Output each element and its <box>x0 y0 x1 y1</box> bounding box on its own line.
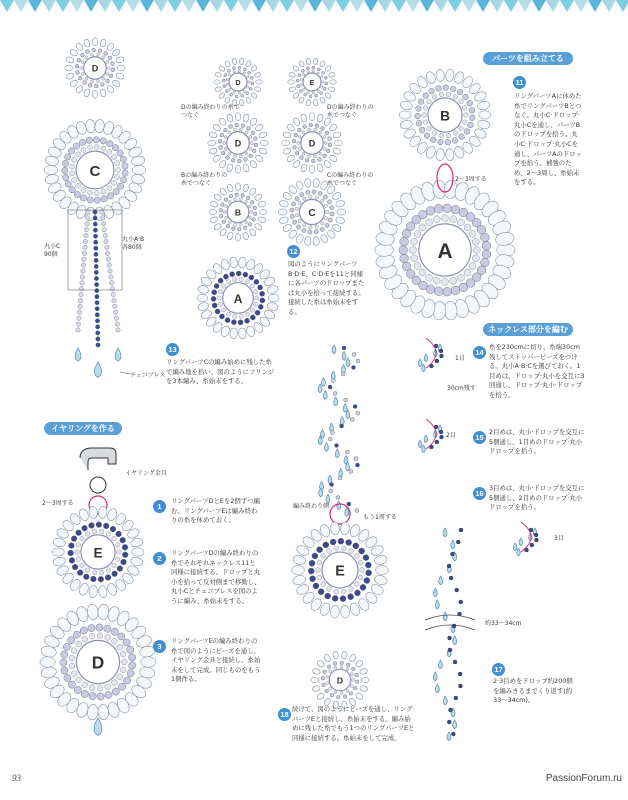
drop-bead <box>337 501 341 510</box>
step-text-18: 続けて、図のようにビーズを通し、リングパーツEと接続し、糸始末をする。編み始めに残した糸でもう1つのリングパーツEと同様に接続する。糸始末をして完成。 <box>292 705 415 742</box>
label-day2: 2目 <box>446 432 456 439</box>
bead <box>76 322 80 326</box>
drop-bead <box>438 660 442 669</box>
ring-part-B <box>209 183 267 241</box>
bead <box>94 264 98 268</box>
step-text-14: 糸を230cmに切り、糸端30cm残してストッパービーズをつける。丸小A·B·Cを選びておく。1目めは、ドロップ·丸小を交互に3回通し、ドロップ·丸小·ドロップを拾う。 <box>489 343 585 399</box>
ring-part-E <box>288 58 336 106</box>
bead <box>95 319 99 323</box>
step-text-16: 3目めは、丸小·ドロップを交互に5個通し、2目めのドロップ·丸小ドロップを拾う。 <box>489 484 585 512</box>
bead <box>95 288 99 292</box>
step-text-15: 2目めは、丸小·ドロップを交互に5個通し、1目めのドロップ·丸小ドロップを拾う。 <box>489 428 585 456</box>
bead <box>101 216 105 220</box>
bead <box>100 210 104 214</box>
bead <box>84 228 88 232</box>
svg-text:B: B <box>234 207 242 218</box>
bead <box>93 222 97 226</box>
bead <box>81 263 85 267</box>
drop-bead <box>453 720 457 729</box>
section-header-earring: イヤリングを作る <box>44 422 122 435</box>
bead <box>111 292 115 296</box>
bead <box>109 275 113 279</box>
bead <box>78 298 82 302</box>
svg-text:D: D <box>235 77 241 87</box>
step-text-2: リングパーツDの編み終わりの糸でそれぞれネックレス11と同様に接続する。ドロップと丸小を拾って反対側まで移動し、丸小Cとチェコブレスを図のように編み、糸始末をする。 <box>171 549 261 605</box>
bead <box>114 316 118 320</box>
svg-text:E: E <box>93 545 103 561</box>
drop-bead <box>418 359 422 367</box>
bead <box>86 210 90 214</box>
ring-part-D <box>208 113 269 174</box>
bead <box>94 276 98 280</box>
ring-part-C <box>44 119 146 221</box>
label-end-of-work: 編み終わり側 <box>293 503 330 510</box>
bead <box>113 310 117 314</box>
drop-bead <box>94 718 102 736</box>
bead <box>101 222 105 226</box>
drop-bead <box>513 543 517 551</box>
drop-bead <box>435 684 439 693</box>
drop-bead <box>433 672 437 681</box>
drop-bead <box>443 612 447 621</box>
ring-part-A <box>197 257 279 340</box>
bead <box>76 328 80 332</box>
drop-bead <box>422 445 426 453</box>
bead <box>95 294 99 298</box>
bead <box>95 307 99 311</box>
drop-bead <box>332 345 336 354</box>
bead <box>112 298 116 302</box>
bead <box>93 240 97 244</box>
ring-part-D <box>214 58 262 106</box>
bead <box>94 270 98 274</box>
label-earring-part: イヤリング金具 <box>125 470 167 477</box>
drop-bead <box>335 449 339 458</box>
bead <box>85 222 89 226</box>
bead <box>106 257 110 261</box>
label-small-c: 丸小C 90個 <box>44 243 61 258</box>
bead <box>83 245 87 249</box>
bead <box>93 234 97 238</box>
svg-text:A: A <box>437 240 453 264</box>
ring-part-D <box>40 604 156 721</box>
step-number-2: 2 <box>153 552 166 565</box>
step-number-13: 13 <box>166 343 179 356</box>
drop-bead <box>326 495 330 504</box>
label-c-end: Cの編み終わりの糸でつなぐ <box>327 172 374 187</box>
bead <box>95 313 99 317</box>
bead <box>81 269 85 273</box>
bead <box>107 263 111 267</box>
drop-bead <box>115 348 121 361</box>
bead <box>102 228 106 232</box>
page-number: 93 <box>12 773 21 783</box>
bead <box>94 246 98 250</box>
section-header-necklace: ネックレス部分を編む <box>483 323 573 336</box>
bead <box>80 275 84 279</box>
bead <box>115 322 119 326</box>
ring-part-D <box>65 38 126 99</box>
step-number-11: 11 <box>513 76 526 89</box>
drop-bead <box>443 696 447 705</box>
ring-part-B <box>399 69 491 161</box>
step-text-17: 2·3目めをドロップ約200個を編みきるまでくり返す(約33〜34cm)。 <box>493 677 573 705</box>
step-number-12: 12 <box>287 245 300 258</box>
step-number-16: 16 <box>473 487 486 500</box>
drop-bead <box>443 528 447 537</box>
bead <box>96 343 100 347</box>
step-number-14: 14 <box>473 346 486 359</box>
drop-bead <box>418 440 422 448</box>
bead <box>95 300 99 304</box>
bead <box>85 216 89 220</box>
label-30cm: 30cm残す <box>447 385 476 392</box>
drop-bead <box>424 354 428 362</box>
svg-text:A: A <box>233 291 243 306</box>
drop-bead <box>342 352 346 361</box>
drop-bead <box>321 378 325 387</box>
ring-part-A <box>375 180 515 321</box>
label-day3: 3目 <box>554 535 564 542</box>
bead <box>80 281 84 285</box>
bead <box>104 239 108 243</box>
bead <box>84 233 88 237</box>
svg-text:E: E <box>335 563 345 580</box>
label-twice-1: 2〜3周する <box>455 176 487 183</box>
label-czech: チェコブレス <box>130 372 166 379</box>
step-text-1: リングパーツDとEを2個ずつ編む。リングパーツEは編み終わりの糸を休めておく。 <box>171 497 260 525</box>
drop-bead <box>433 588 437 597</box>
svg-text:D: D <box>308 138 316 149</box>
drop-bead <box>324 443 328 452</box>
label-day1: 1目 <box>455 355 465 362</box>
bead <box>94 258 98 262</box>
bead <box>79 292 83 296</box>
bead <box>77 316 81 320</box>
drop-bead <box>517 548 521 556</box>
step-number-17: 17 <box>492 663 505 676</box>
drop-bead <box>451 540 455 549</box>
drop-bead <box>95 362 102 377</box>
step-number-1: 1 <box>153 500 166 513</box>
drop-bead <box>422 364 426 372</box>
section-header-assemble: パーツを組み立てる <box>483 52 573 65</box>
label-d-end-2: Dの編み終わりの糸でつなぐ <box>327 104 374 119</box>
drop-bead <box>519 538 523 546</box>
drop-bead <box>346 358 350 367</box>
bead <box>78 304 82 308</box>
ring-part-D <box>311 651 369 709</box>
label-d-end-1: Dの編み終わりの糸でつなぐ <box>181 104 240 119</box>
label-small-ab: 丸小A·B 各80個 <box>122 236 145 251</box>
bead <box>94 252 98 256</box>
bead <box>77 310 81 314</box>
bead <box>95 325 99 329</box>
svg-text:D: D <box>91 652 105 673</box>
step-number-15: 15 <box>473 431 486 444</box>
bead <box>83 239 87 243</box>
label-once: もう1周する <box>363 514 397 521</box>
drop-bead <box>318 384 322 393</box>
bead <box>109 281 113 285</box>
step-number-18: 18 <box>278 708 291 721</box>
bead <box>93 210 97 214</box>
bead <box>93 228 97 232</box>
bead <box>108 269 112 273</box>
step-text-11: リングパーツAに休めた糸でリングパーツBとつなぐ。丸小C·ドロップ·丸小Cを通し、パーツBのドロップを拾う。丸小C·ドロップ·丸小Cを通し、パーツAのドロップを拾う。補強のため、2〜3周し、糸始末をする。 <box>514 92 582 187</box>
drop-bead <box>75 348 81 361</box>
svg-text:B: B <box>440 108 450 124</box>
bead <box>105 245 109 249</box>
ring-part-D <box>282 113 343 174</box>
bead <box>96 337 100 341</box>
step-text-3: リングパーツEの編み終わりの糸で図のようにビーズを通し、イヤリング金具と接続し、糸始末をして完成。同じものをもう1個作る。 <box>171 637 261 684</box>
drop-bead <box>439 576 443 585</box>
bead <box>82 257 86 261</box>
bead <box>96 331 100 335</box>
ring-part-C <box>278 178 346 246</box>
ring-part-E <box>52 506 144 598</box>
drop-bead <box>453 636 457 645</box>
drop-bead <box>447 732 451 741</box>
drop-bead <box>334 397 338 406</box>
svg-text:E: E <box>309 77 315 87</box>
bead <box>105 251 109 255</box>
svg-text:D: D <box>91 63 99 74</box>
bead <box>113 304 117 308</box>
svg-text:C: C <box>308 207 316 219</box>
label-b-end: Bの編み終わりの糸でつなぐ <box>181 172 228 187</box>
label-33cm: 約33〜34cm <box>485 620 522 627</box>
drop-bead <box>323 391 327 400</box>
drop-bead <box>343 404 347 413</box>
step-text-12: 図のようにリングパーツB·D·E、C·D·Eを11と同様に各パーツのドロップまたは丸小を拾って接続する。接続した糸は糸始末をする。 <box>288 260 365 316</box>
watermark: PassionForum.ru <box>545 773 622 784</box>
svg-text:D: D <box>234 138 242 149</box>
svg-text:D: D <box>336 675 344 686</box>
svg-text:C: C <box>89 162 101 180</box>
bead <box>94 282 98 286</box>
step-number-3: 3 <box>153 640 166 653</box>
bead <box>103 233 107 237</box>
bead <box>116 328 120 332</box>
ring-part-E <box>292 521 389 618</box>
step-text-13: リングパーツCの編み始めに残した糸で編み地を拾い、図のようにフリンジを3本編み、糸始末をする。 <box>166 358 275 386</box>
drop-bead <box>424 435 428 443</box>
bead <box>82 251 86 255</box>
drop-bead <box>435 600 439 609</box>
label-twice-2: 2〜3周する <box>42 500 74 507</box>
bead <box>93 216 97 220</box>
